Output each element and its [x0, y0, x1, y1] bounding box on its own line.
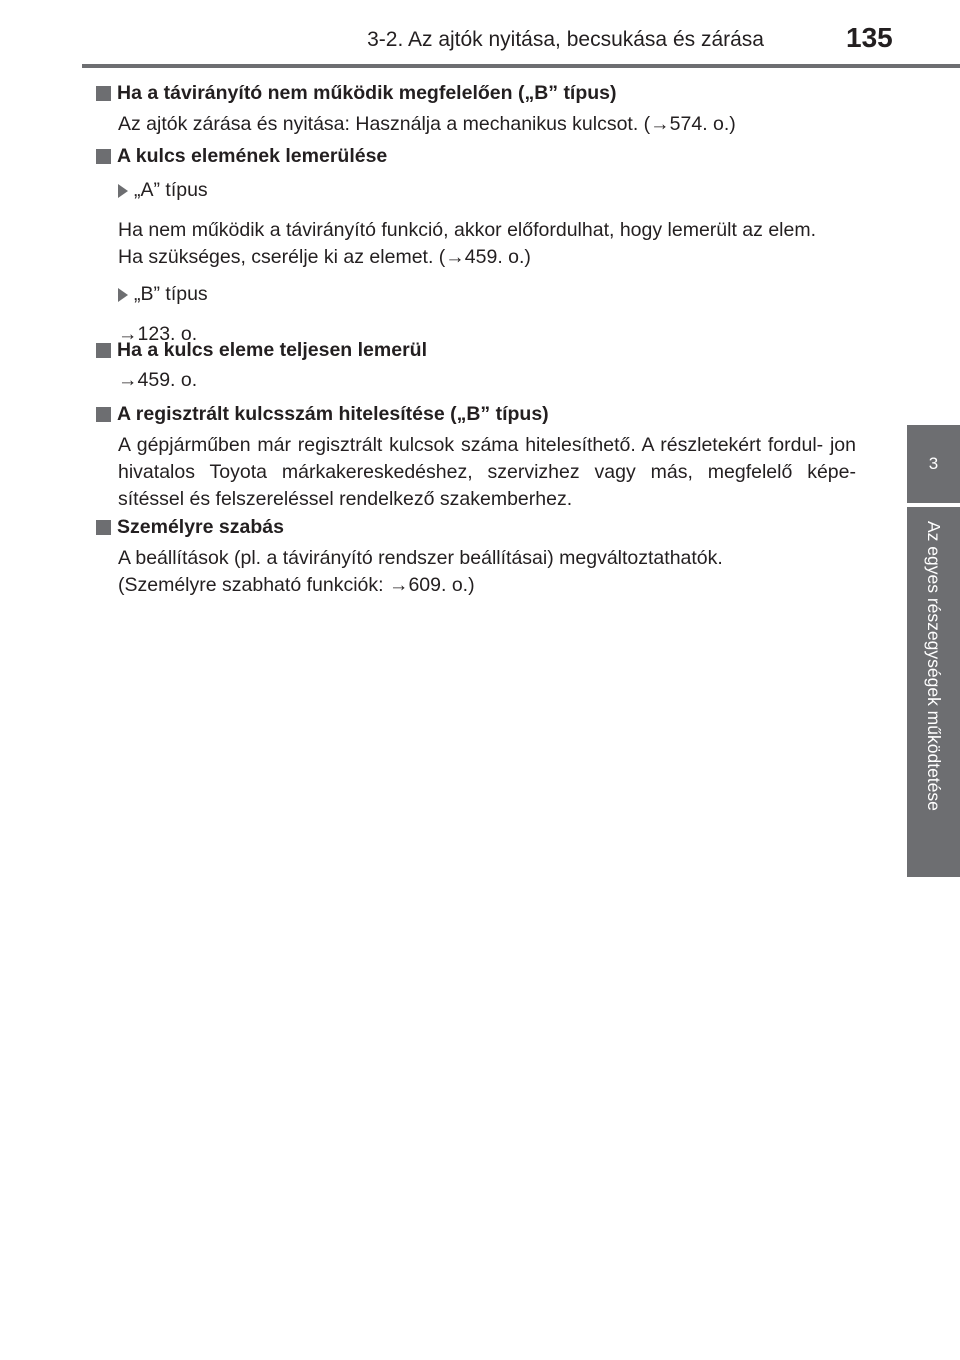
square-bullet-icon: [96, 407, 111, 422]
type-a-text-1: Ha nem működik a távirányító funkció, akkor előfordulhat, hogy lemerült az elem.: [118, 219, 817, 241]
chapter-title: Az egyes részegységek működtetése: [924, 521, 944, 811]
section-heading-text: Személyre szabás: [117, 516, 284, 538]
type-b-item: [118, 281, 856, 308]
section-customization: [96, 512, 856, 599]
section-text: →459. o.: [118, 369, 198, 391]
section-text: Az ajtók zárása és nyitása: Használja a mechanikus kulcsot. (→574. o.): [118, 113, 736, 135]
square-bullet-icon: [96, 520, 111, 535]
section-heading-text: Ha a távirányító nem működik megfelelően („B” típus): [117, 82, 617, 104]
section-remote-malfunction: [96, 78, 856, 138]
header-section-title: 3-2. Az ajtók nyitása, becsukása és zárása: [367, 28, 764, 51]
square-bullet-icon: [96, 86, 111, 101]
section-heading: [96, 78, 856, 108]
section-key-count-verification: [96, 399, 856, 513]
section-key-battery-low: [96, 141, 856, 348]
section-heading-text: Ha a kulcs eleme teljesen lemerül: [117, 339, 428, 361]
type-b-text: →123. o.: [118, 323, 198, 345]
triangle-bullet-icon: [118, 184, 128, 198]
chapter-number: 3: [928, 454, 939, 473]
header-rule: [82, 64, 960, 68]
section-heading-text: A regisztrált kulcsszám hitelesítése („B” típus): [117, 403, 549, 425]
section-heading: [96, 335, 856, 365]
section-heading-text: A kulcs elemének lemerülése: [117, 145, 388, 167]
section-text-2: (Személyre szabható funkciók: →609. o.): [118, 574, 475, 596]
triangle-bullet-icon: [118, 288, 128, 302]
type-a-label: „A” típus: [134, 179, 208, 201]
square-bullet-icon: [96, 343, 111, 358]
page-number: 135: [846, 22, 893, 53]
type-a-item: [118, 177, 856, 204]
section-key-battery-depleted: [96, 335, 856, 394]
section-heading: [96, 512, 856, 542]
square-bullet-icon: [96, 149, 111, 164]
section-text-1: A beállítások (pl. a távirányító rendszer beállításai) megváltoztathatók.: [118, 547, 723, 569]
type-b-label: „B” típus: [134, 283, 208, 305]
type-a-text-2: Ha szükséges, cserélje ki az elemet. (→459. o.): [118, 246, 531, 268]
section-heading: [96, 399, 856, 429]
section-heading: [96, 141, 856, 171]
chapter-tab-number: [907, 425, 960, 503]
section-text: A gépjárműben már regisztrált kulcsok száma hitelesíthető. A részletekért fordul- jon hivatalos Toyota márkakereskedéshez, szervizhez vagy más, megfelelő képe- sítéssel és felszereléssel rendelkező szakemberhez.: [118, 434, 856, 510]
chapter-tab-title: [907, 507, 960, 877]
